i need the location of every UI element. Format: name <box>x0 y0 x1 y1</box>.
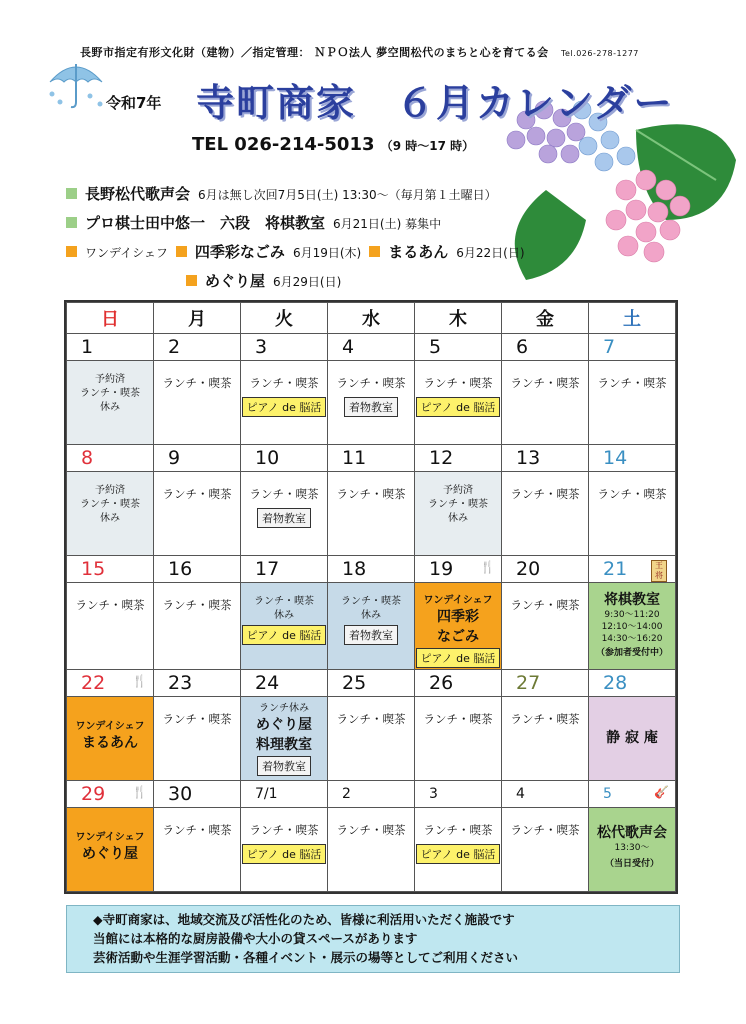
date-number: 15 <box>67 556 154 583</box>
event-row <box>67 697 676 781</box>
orange-bullet <box>186 275 197 286</box>
day-cell <box>154 472 241 556</box>
footer-line-2: 当館には本格的な厨房設備や大小の貸スペースがあります <box>93 931 418 946</box>
date-number: 3 <box>241 334 328 361</box>
day-cell <box>328 472 415 556</box>
info-utagoe <box>66 183 497 204</box>
weekday-sat: 土 <box>589 303 676 334</box>
closed-text: 休み <box>361 610 381 622</box>
info-label: ワンデイシェフ <box>85 246 168 260</box>
date-row <box>67 334 676 361</box>
date-number: 5 <box>603 786 612 803</box>
lunch-cafe-label: ランチ・喫茶 <box>336 823 406 838</box>
kimono-class-tag: 着物教室 <box>344 397 398 417</box>
info-detail: 6月21日(土) 募集中 <box>333 217 442 231</box>
date-number: 14 <box>589 445 676 472</box>
day-cell <box>154 583 241 670</box>
date-row <box>67 445 676 472</box>
day-cell <box>415 808 502 892</box>
piano-class-tag: ピアノ de 脳活 <box>416 844 501 864</box>
day-cell <box>502 361 589 445</box>
reserved-closed-note <box>67 484 153 526</box>
weekday-mon: 月 <box>154 303 241 334</box>
event-row <box>67 361 676 445</box>
info-meguriya <box>186 270 341 291</box>
page-title: 寺町商家 ６月カレンダー <box>196 81 674 125</box>
day-cell <box>241 472 328 556</box>
info-oneday-chef <box>66 241 525 262</box>
lunch-cafe-label: ランチ・喫茶 <box>336 712 406 727</box>
era-label: 令和7年 <box>106 94 162 112</box>
day-cell <box>328 583 415 670</box>
info-label-2: 四季彩なごみ <box>194 243 285 261</box>
info-label-3: まるあん <box>388 243 449 261</box>
oneday-chef-label: ワンデイシェフ <box>75 721 145 733</box>
lunch-cafe-label: ランチ・喫茶 <box>249 487 319 502</box>
day-cell <box>241 361 328 445</box>
reserved-closed-note <box>415 484 501 526</box>
day-cell <box>67 472 154 556</box>
cutlery-icon: 🍴 <box>132 674 147 689</box>
green-bullet <box>66 217 77 228</box>
date-number: 30 <box>154 780 241 807</box>
cutlery-icon: 🍴 <box>480 560 495 575</box>
piano-class-tag: ピアノ de 脳活 <box>416 397 501 417</box>
guitar-icon: 🎸 <box>654 784 669 799</box>
oneday-chef-label: ワンデイシェフ <box>75 832 145 844</box>
footer-line-1: ◆寺町商家は、地域交流及び活性化のため、皆様に利活用いただく施設です <box>93 912 515 927</box>
date-row <box>67 556 676 583</box>
weekday-sun: 日 <box>67 303 154 334</box>
oneday-chef-label: ワンデイシェフ <box>423 595 493 607</box>
date-number: 11 <box>328 445 415 472</box>
designation-text: 長野市指定有形文化財（建物）／指定管理： ＮＰＯ法人 夢空間松代のまちと心を育てる会 <box>80 46 549 59</box>
day-cell <box>328 697 415 781</box>
designation-line <box>80 44 639 60</box>
lunch-cafe-label: ランチ・喫茶 <box>423 823 493 838</box>
date-number: 22 <box>81 672 106 695</box>
chef-name-line1: 四季彩 <box>437 609 479 626</box>
info-label: めぐり屋 <box>205 272 266 290</box>
shogi-piece-icon: 王将 <box>651 560 667 582</box>
day-cell <box>589 472 676 556</box>
date-number: 20 <box>502 556 589 583</box>
info-detail: 6月29日(日) <box>273 275 342 289</box>
lunch-text: ランチ・喫茶 <box>254 596 314 608</box>
info-label: 長野松代歌声会 <box>85 185 191 203</box>
date-number-with-icon <box>589 556 676 583</box>
date-number: 18 <box>328 556 415 583</box>
date-number: 27 <box>502 670 589 697</box>
date-row <box>67 670 676 697</box>
date-number: 16 <box>154 556 241 583</box>
shijakuan-label: 静 寂 庵 <box>606 730 658 747</box>
lunch-cafe-label: ランチ・喫茶 <box>510 487 580 502</box>
lunch-cafe-label: ランチ・喫茶 <box>510 376 580 391</box>
date-number: 21 <box>603 558 628 581</box>
umbrella-icon <box>44 52 108 112</box>
green-bullet <box>66 188 77 199</box>
cutlery-icon: 🍴 <box>132 784 147 799</box>
date-number: 28 <box>589 670 676 697</box>
piano-class-tag: ピアノ de 脳活 <box>242 844 327 864</box>
day-cell <box>589 361 676 445</box>
shogi-class-label: 将棋教室 <box>604 592 660 609</box>
shogi-time-3: 14:30～16:20 <box>601 634 663 645</box>
date-number: 4 <box>328 334 415 361</box>
date-number: 5 <box>415 334 502 361</box>
lunch-cafe-label: ランチ・喫茶 <box>162 598 232 613</box>
reserved-text: 予約済 <box>443 485 473 497</box>
orange-bullet <box>176 246 187 257</box>
date-number: 23 <box>154 670 241 697</box>
reserved-text: 予約済 <box>95 374 125 386</box>
date-number: 7/1 <box>241 780 328 807</box>
day-cell <box>415 472 502 556</box>
utagoe-note: （当日受付） <box>604 859 659 870</box>
lunch-cafe-label: ランチ・喫茶 <box>162 823 232 838</box>
piano-class-tag: ピアノ de 脳活 <box>242 625 327 645</box>
date-number-with-icon <box>67 780 154 807</box>
utagoe-label: 松代歌声会 <box>597 825 667 842</box>
lunch-cafe-label: ランチ・喫茶 <box>162 376 232 391</box>
closed-text: 休み <box>274 610 294 622</box>
reserved-text: 予約済 <box>95 485 125 497</box>
date-row <box>67 780 676 807</box>
piano-class-tag: ピアノ de 脳活 <box>242 397 327 417</box>
date-number-with-icon <box>415 556 502 583</box>
chef-name: まるあん <box>82 735 138 752</box>
date-number: 13 <box>502 445 589 472</box>
day-cell <box>328 361 415 445</box>
event-row <box>67 583 676 670</box>
lunch-cafe-label: ランチ・喫茶 <box>249 823 319 838</box>
kimono-class-tag: 着物教室 <box>344 625 398 645</box>
date-number-with-icon <box>67 670 154 697</box>
weekday-tue: 火 <box>241 303 328 334</box>
info-detail-2: 6月22日(日) <box>456 246 525 260</box>
reserved-closed-note <box>67 373 153 415</box>
orange-bullet <box>66 246 77 257</box>
day-cell <box>67 361 154 445</box>
day-cell-oneday-chef <box>67 808 154 892</box>
meguriya-label: めぐり屋 <box>256 717 312 734</box>
date-number: 17 <box>241 556 328 583</box>
closed-text: 休み <box>100 513 120 525</box>
lunch-cafe-label: ランチ・喫茶 <box>510 712 580 727</box>
lunch-cafe-label: ランチ・喫茶 <box>423 376 493 391</box>
lunch-closed-note <box>328 595 414 623</box>
date-number: 24 <box>241 670 328 697</box>
date-number: 25 <box>328 670 415 697</box>
date-number: 12 <box>415 445 502 472</box>
chef-name-line2: なごみ <box>437 629 479 646</box>
day-cell <box>502 697 589 781</box>
lunch-text: ランチ・喫茶 <box>428 499 488 511</box>
day-cell-shogi <box>589 583 676 670</box>
day-cell <box>154 808 241 892</box>
day-cell-oneday-chef <box>415 583 502 670</box>
date-number: 3 <box>415 780 502 807</box>
phone-number: TEL 026-214-5013 <box>192 134 375 155</box>
date-number: 1 <box>67 334 154 361</box>
kimono-class-tag: 着物教室 <box>257 756 311 776</box>
weekday-fri: 金 <box>502 303 589 334</box>
date-number: 6 <box>502 334 589 361</box>
info-shogi <box>66 212 441 233</box>
lunch-rest-label: ランチ休み <box>259 703 309 715</box>
day-cell-oneday-chef <box>67 697 154 781</box>
day-cell <box>502 808 589 892</box>
date-number: 19 <box>429 558 454 581</box>
orange-bullet <box>369 246 380 257</box>
date-number: 10 <box>241 445 328 472</box>
date-number: 8 <box>67 445 154 472</box>
lunch-cafe-label: ランチ・喫茶 <box>597 487 667 502</box>
day-cell <box>67 583 154 670</box>
event-row <box>67 808 676 892</box>
calendar-grid <box>64 300 678 894</box>
day-cell <box>502 583 589 670</box>
day-cell-shijakuan <box>589 697 676 781</box>
lunch-cafe-label: ランチ・喫茶 <box>162 487 232 502</box>
chef-name: めぐり屋 <box>82 846 138 863</box>
lunch-cafe-label: ランチ・喫茶 <box>510 598 580 613</box>
day-cell-utagoe <box>589 808 676 892</box>
cooking-class-label: 料理教室 <box>256 737 312 754</box>
day-cell-meguriya-cooking <box>241 697 328 781</box>
lunch-cafe-label: ランチ・喫茶 <box>75 598 145 613</box>
shogi-note: （参加者受付中） <box>595 648 668 659</box>
footer-line-3: 芸術活動や生涯学習活動・各種イベント・展示の場等としてご利用ください <box>93 950 519 965</box>
lunch-text: ランチ・喫茶 <box>80 499 140 511</box>
weekday-thu: 木 <box>415 303 502 334</box>
designation-tel: Tel.026-278-1277 <box>561 49 639 58</box>
day-cell <box>154 361 241 445</box>
info-detail: 6月は無し次回7月5日(土) 13:30～（毎月第１土曜日） <box>198 188 497 202</box>
lunch-cafe-label: ランチ・喫茶 <box>162 712 232 727</box>
weekday-header-row <box>67 303 676 334</box>
info-detail: 6月19日(木) <box>292 246 362 260</box>
utagoe-time: 13:30～ <box>614 843 650 854</box>
day-cell <box>241 583 328 670</box>
date-number: 26 <box>415 670 502 697</box>
lunch-cafe-label: ランチ・喫茶 <box>510 823 580 838</box>
date-number: 2 <box>328 780 415 807</box>
day-cell <box>415 697 502 781</box>
phone-line <box>192 134 474 155</box>
day-cell <box>328 808 415 892</box>
closed-text: 休み <box>100 402 120 414</box>
event-row <box>67 472 676 556</box>
day-cell <box>502 472 589 556</box>
weekday-wed: 水 <box>328 303 415 334</box>
footer-notice <box>66 905 680 973</box>
date-number: 7 <box>589 334 676 361</box>
date-number: 4 <box>502 780 589 807</box>
info-label: プロ棋士田中悠一 六段 将棋教室 <box>85 214 326 232</box>
day-cell <box>415 361 502 445</box>
date-number: 9 <box>154 445 241 472</box>
lunch-cafe-label: ランチ・喫茶 <box>423 712 493 727</box>
shogi-time-2: 12:10～14:00 <box>601 622 663 633</box>
date-number: 2 <box>154 334 241 361</box>
closed-text: 休み <box>448 513 468 525</box>
business-hours: （9 時～17 時） <box>380 139 475 153</box>
lunch-text: ランチ・喫茶 <box>341 596 401 608</box>
lunch-cafe-label: ランチ・喫茶 <box>597 376 667 391</box>
day-cell <box>154 697 241 781</box>
date-number: 29 <box>81 783 106 806</box>
date-number-with-icon <box>589 780 676 807</box>
lunch-cafe-label: ランチ・喫茶 <box>336 376 406 391</box>
piano-class-tag: ピアノ de 脳活 <box>416 648 501 668</box>
day-cell <box>241 808 328 892</box>
shogi-time-1: 9:30～11:20 <box>604 610 660 621</box>
kimono-class-tag: 着物教室 <box>257 508 311 528</box>
lunch-cafe-label: ランチ・喫茶 <box>336 487 406 502</box>
lunch-closed-note <box>241 595 327 623</box>
lunch-cafe-label: ランチ・喫茶 <box>249 376 319 391</box>
lunch-text: ランチ・喫茶 <box>80 388 140 400</box>
